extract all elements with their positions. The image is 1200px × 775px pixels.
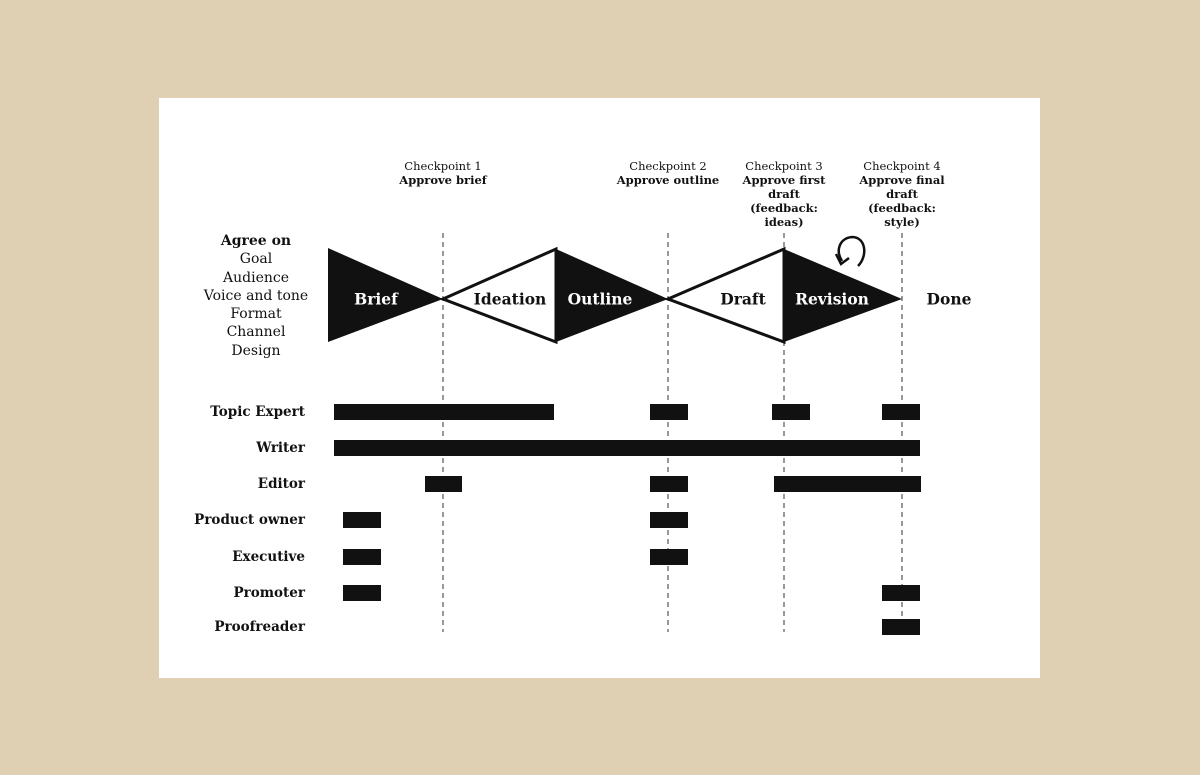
agree-item: Voice and tone <box>203 287 309 304</box>
participation-bar <box>772 404 810 420</box>
participation-bar <box>650 404 688 420</box>
participation-bar <box>882 619 920 635</box>
checkpoint-description: Approve first draft (feedback: ideas) <box>742 173 826 229</box>
checkpoint-1 <box>378 159 508 187</box>
checkpoint-description: Approve final draft (feedback: style) <box>859 173 945 229</box>
loop-arrow-icon <box>836 237 864 266</box>
participation-bar <box>650 476 688 492</box>
agree-item: Design <box>231 342 281 359</box>
agree-item: Audience <box>223 269 289 286</box>
participation-bar <box>650 549 688 565</box>
checkpoint-title: Checkpoint 3 <box>745 159 823 173</box>
checkpoint-title: Checkpoint 4 <box>863 159 941 173</box>
phase-revision: Revision <box>795 289 869 309</box>
role-label: Editor <box>257 476 305 492</box>
participation-bar <box>882 585 920 601</box>
checkpoint-title: Checkpoint 1 <box>404 159 482 173</box>
agree-on-list <box>196 232 316 360</box>
checkpoint-description: Approve outline <box>616 173 720 187</box>
role-label: Promoter <box>233 585 305 601</box>
agree-heading: Agree on <box>220 233 292 249</box>
checkpoint-description: Approve brief <box>399 173 487 187</box>
phase-ideation: Ideation <box>473 289 547 309</box>
checkpoint-2 <box>603 159 733 187</box>
participation-bar <box>882 404 920 420</box>
agree-item: Format <box>230 306 282 323</box>
role-label: Executive <box>232 549 305 565</box>
participation-bar <box>334 440 920 456</box>
participation-bar <box>334 404 554 420</box>
participation-bar <box>343 585 381 601</box>
checkpoint-4 <box>852 159 952 229</box>
role-label: Writer <box>256 440 305 456</box>
checkpoint-3 <box>734 159 834 229</box>
participation-bar <box>425 476 462 492</box>
phase-outline: Outline <box>567 289 633 309</box>
agree-item: Channel <box>226 324 286 341</box>
agree-item: Goal <box>239 251 273 268</box>
role-label: Proofreader <box>214 619 305 635</box>
role-label: Product owner <box>194 512 305 528</box>
participation-bar <box>774 476 921 492</box>
participation-bar <box>343 512 381 528</box>
participation-bar <box>343 549 381 565</box>
phase-done: Done <box>926 289 972 309</box>
phase-draft: Draft <box>720 289 766 309</box>
role-label: Topic Expert <box>210 404 305 420</box>
phase-brief: Brief <box>354 289 398 309</box>
participation-bar <box>650 512 688 528</box>
checkpoint-title: Checkpoint 2 <box>629 159 707 173</box>
